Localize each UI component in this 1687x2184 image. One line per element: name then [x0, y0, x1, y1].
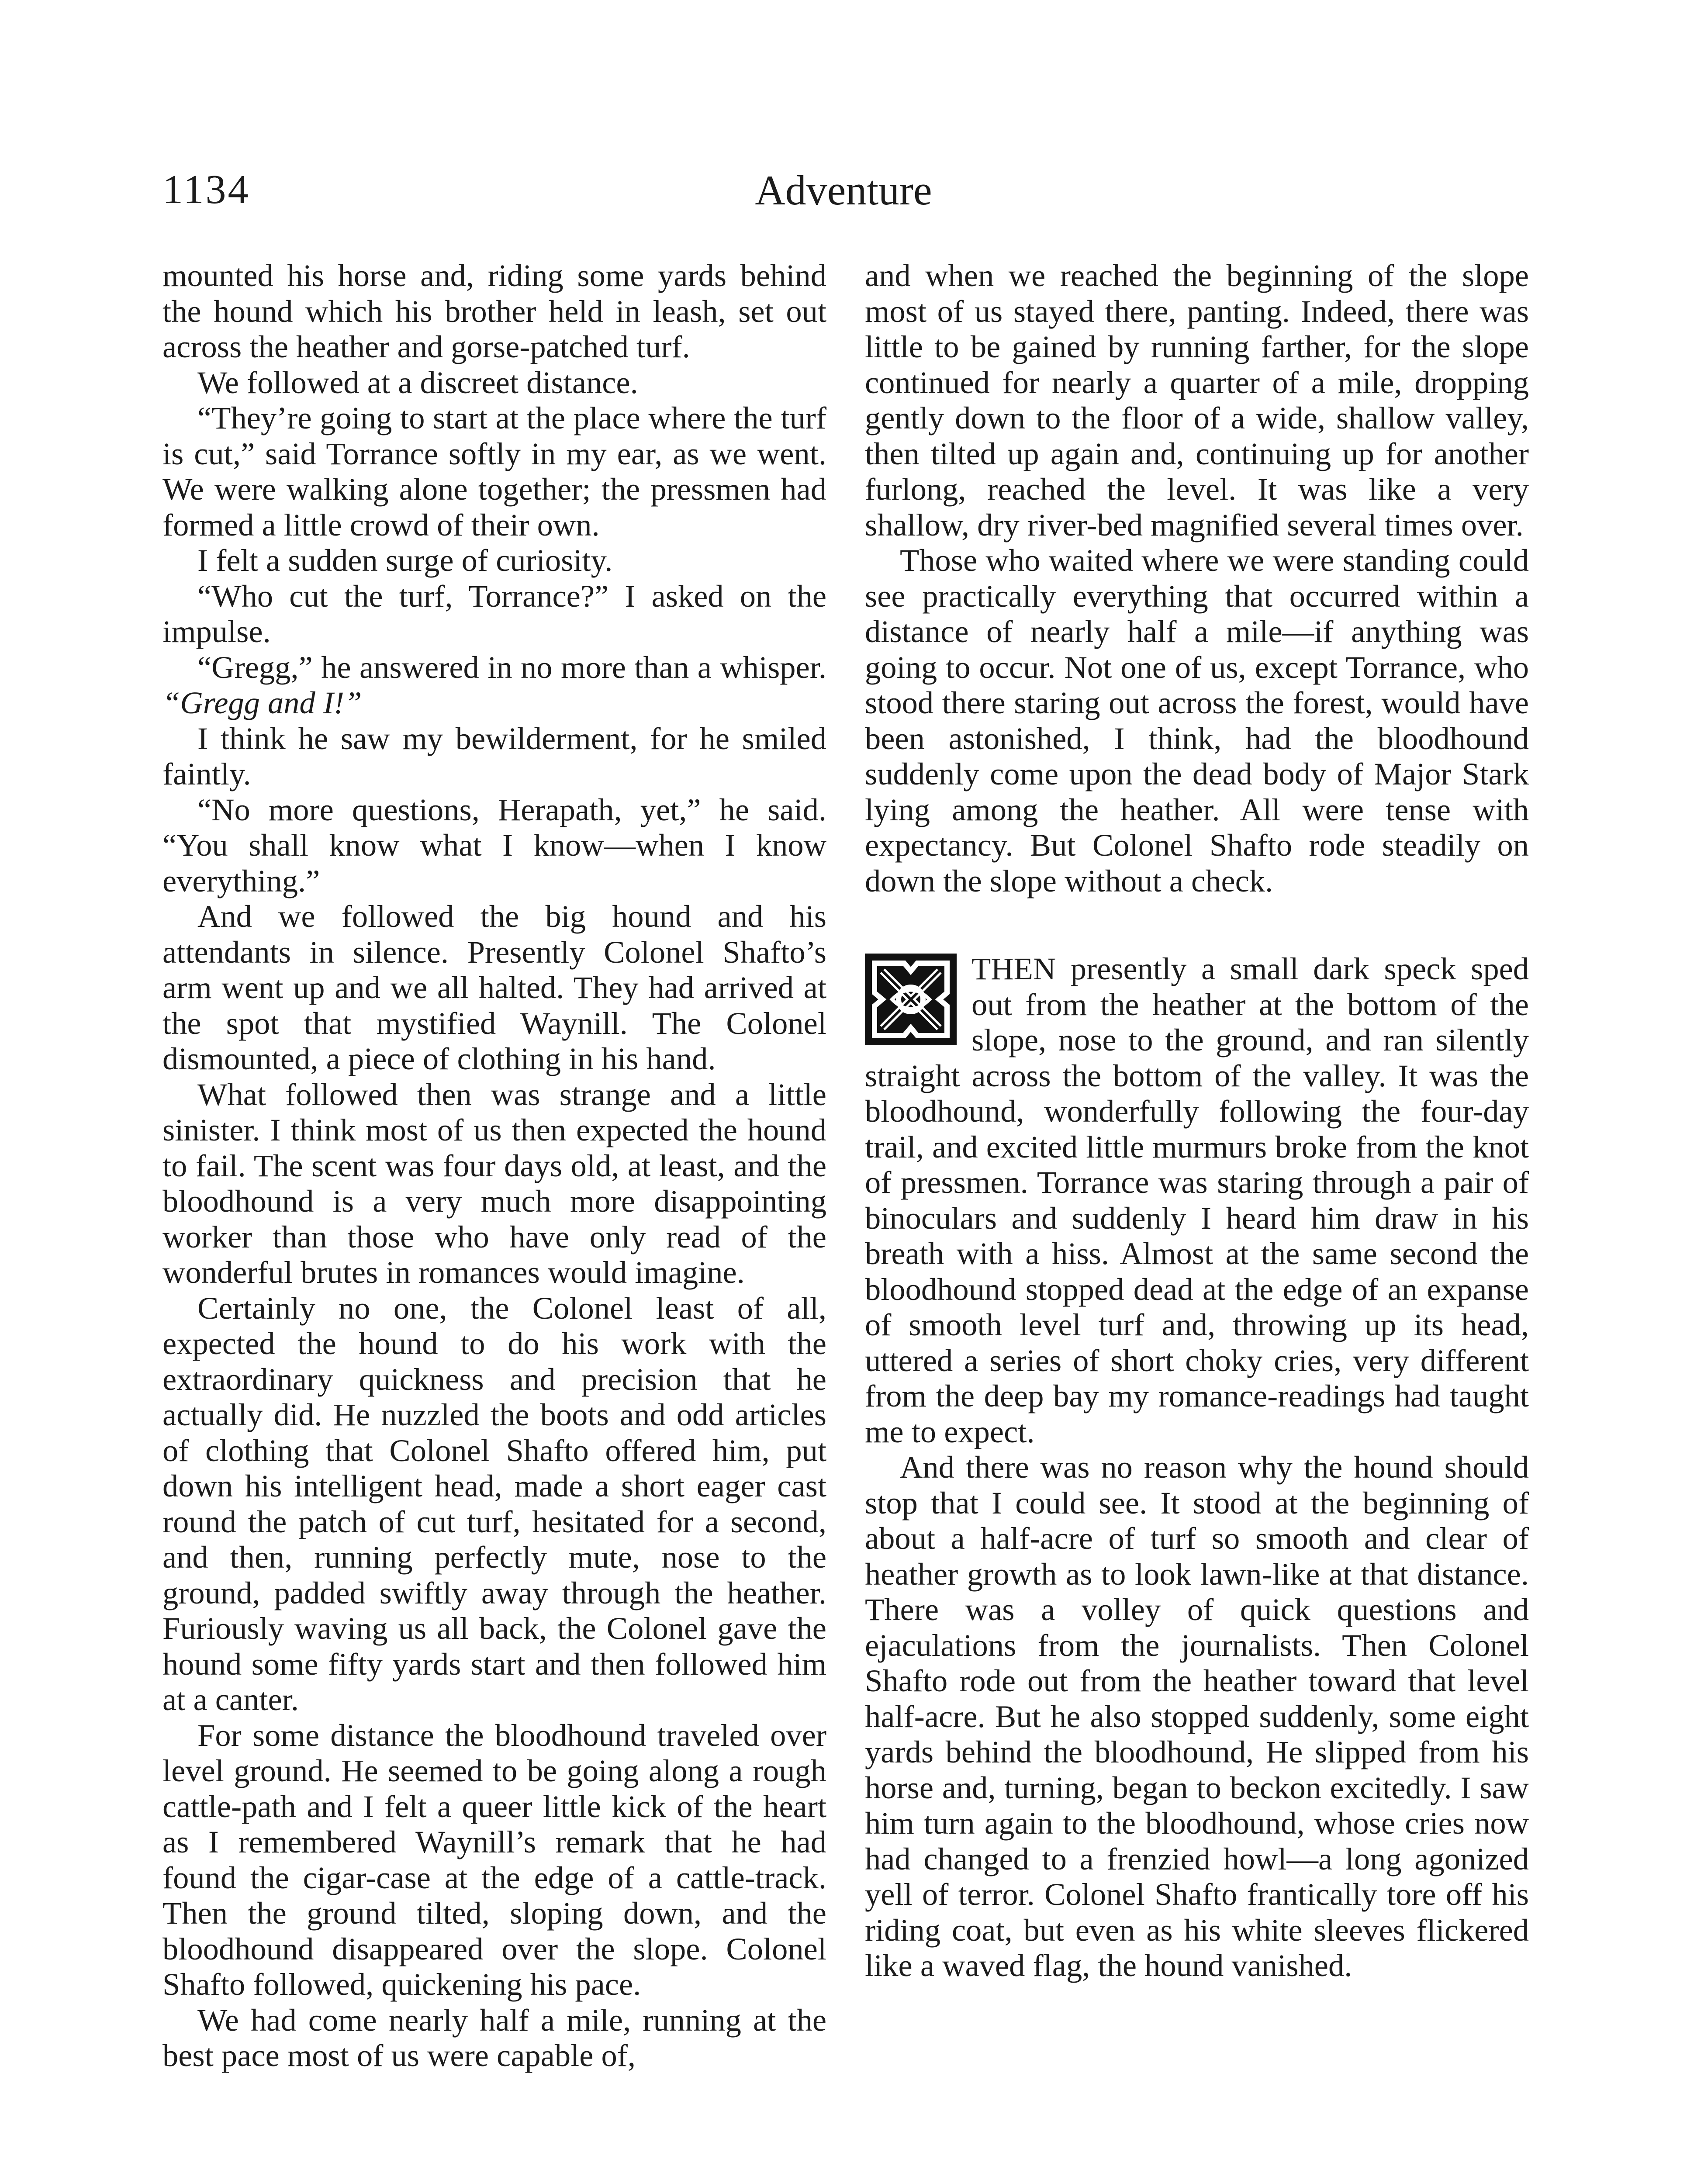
paragraph-text: THEN presently a small dark speck sped out from the heather at the bottom of the slope, nose to the ground, and ran silently straight across the bottom of the valley. It was the bloodhound, wonderfully following the four-day trail, and excited little murmurs broke from the knot of pressmen. Torrance was staring through a pair of binoculars and suddenly I heard him draw in his breath with a hiss. Almost at the same second the bloodhound stopped dead at the edge of an expanse of smooth level turf and, throwing up its head, uttered a series of short choky cries, very different from the deep bay my romance-readings had taught me to expect. — [865, 951, 1529, 1449]
running-title: Adventure — [755, 167, 932, 214]
paragraph-text: “Gregg,” he answered in no more than a whisper. — [197, 649, 826, 685]
paragraph: Certainly no one, the Colonel least of all, expected the hound to do his work with the extraordinary quickness and precision that he actually did. He nuzzled the boots and odd articles of clothing that Colonel Shafto offered him, put down his intelligent head, made a short eager cast round the patch of cut turf, hesitated for a second, and then, running perfectly mute, nose to the ground, padded swiftly away through the heather. Furiously waving us all back, the Colonel gave the hound some fifty yards start and then followed him at a canter. — [162, 1290, 826, 1717]
paragraph: For some distance the bloodhound traveled over level ground. He seemed to be going along a rough cattle-path and I felt a queer little kick of the heart as I remembered Waynill’s remark that he had found the cigar-case at the edge of a cattle-track. Then the ground tilted, sloping down, and the bloodhound disappeared over the slope. Colonel Shafto followed, quickening his pace. — [162, 1717, 826, 2002]
italic-quote: “Gregg and I!” — [162, 685, 362, 720]
paragraph: “They’re going to start at the place where the turf is cut,” said Torrance softly in my ear, as we went. We were walking alone together; the pressmen had formed a little crowd of their own. — [162, 400, 826, 543]
paragraph: What followed then was strange and a little sinister. I think most of us then expected the hound to fail. The scent was four days old, at least, and the bloodhound is a very much more disappointing worker than those who have only read of the wonderful brutes in romances would imagine. — [162, 1076, 826, 1290]
right-column — [865, 258, 1529, 1984]
paragraph: I think he saw my bewilderment, for he smiled faintly. — [162, 720, 826, 791]
page-number: 1134 — [162, 167, 250, 212]
paragraph: And we followed the big hound and his attendants in silence. Presently Colonel Shafto’s arm went up and we all halted. They had arrived at the spot that mystified Waynill. The Colonel dismounted, a piece of clothing in his hand. — [162, 898, 826, 1076]
paragraph: I felt a sudden surge of curiosity. — [197, 543, 613, 578]
paragraph: We had come nearly half a mile, running at the best pace most of us were capable of, — [162, 2002, 826, 2073]
paragraph: Those who waited where we were standing could see practically everything that occurred within a distance of nearly half a mile—if anything was going to occur. Not one of us, except Torrance, who stood there staring out across the forest, would have been astonished, I think, had the bloodhound suddenly come upon the dead body of Major Stark lying among the heather. All were tense with expectancy. But Colonel Shafto rode steadily on down the slope without a check. — [865, 543, 1529, 898]
section-paragraph — [865, 951, 1529, 1449]
paragraph: We followed at a discreet distance. — [197, 364, 638, 400]
paragraph — [162, 650, 826, 721]
page-header — [0, 166, 1687, 227]
paragraph: mounted his horse and, riding some yards behind the hound which his brother held in leash, set out across the heather and gorse-patched turf. — [162, 258, 826, 364]
paragraph: and when we reached the beginning of the slope most of us stayed there, panting. Indeed, there was little to be gained by running farther, for the slope continued for nearly a quarter of a mile, dropping gently down to the floor of a wide, shallow valley, then tilted up again and, continuing up for another furlong, reached the level. It was like a very shallow, dry river-bed magnified several times over. — [865, 258, 1529, 543]
left-column — [162, 258, 826, 2073]
paragraph: “No more questions, Herapath, yet,” he said. “You shall know what I know—when I know everything.” — [162, 791, 826, 898]
paragraph: And there was no reason why the hound should stop that I could see. It stood at the beginning of about a half-acre of turf so smooth and clear of heather growth as to look lawn-like at that distance. There was a volley of quick questions and ejaculations from the journalists. Then Colonel Shafto rode out from the heather toward that level half-acre. But he also stopped suddenly, some eight yards behind the bloodhound, He slipped from his horse and, turning, began to beckon excitedly. I saw him turn again to the bloodhound, whose cries now had changed to a frenzied howl—a long agonized yell of terror. Colonel Shafto frantically tore off his riding coat, but even as his white sleeves flickered like a waved flag, the hound vanished. — [865, 1449, 1529, 1983]
decorative-knot-ornament-icon — [865, 954, 957, 1045]
paragraph: “Who cut the turf, Torrance?” I asked on the impulse. — [162, 578, 826, 649]
